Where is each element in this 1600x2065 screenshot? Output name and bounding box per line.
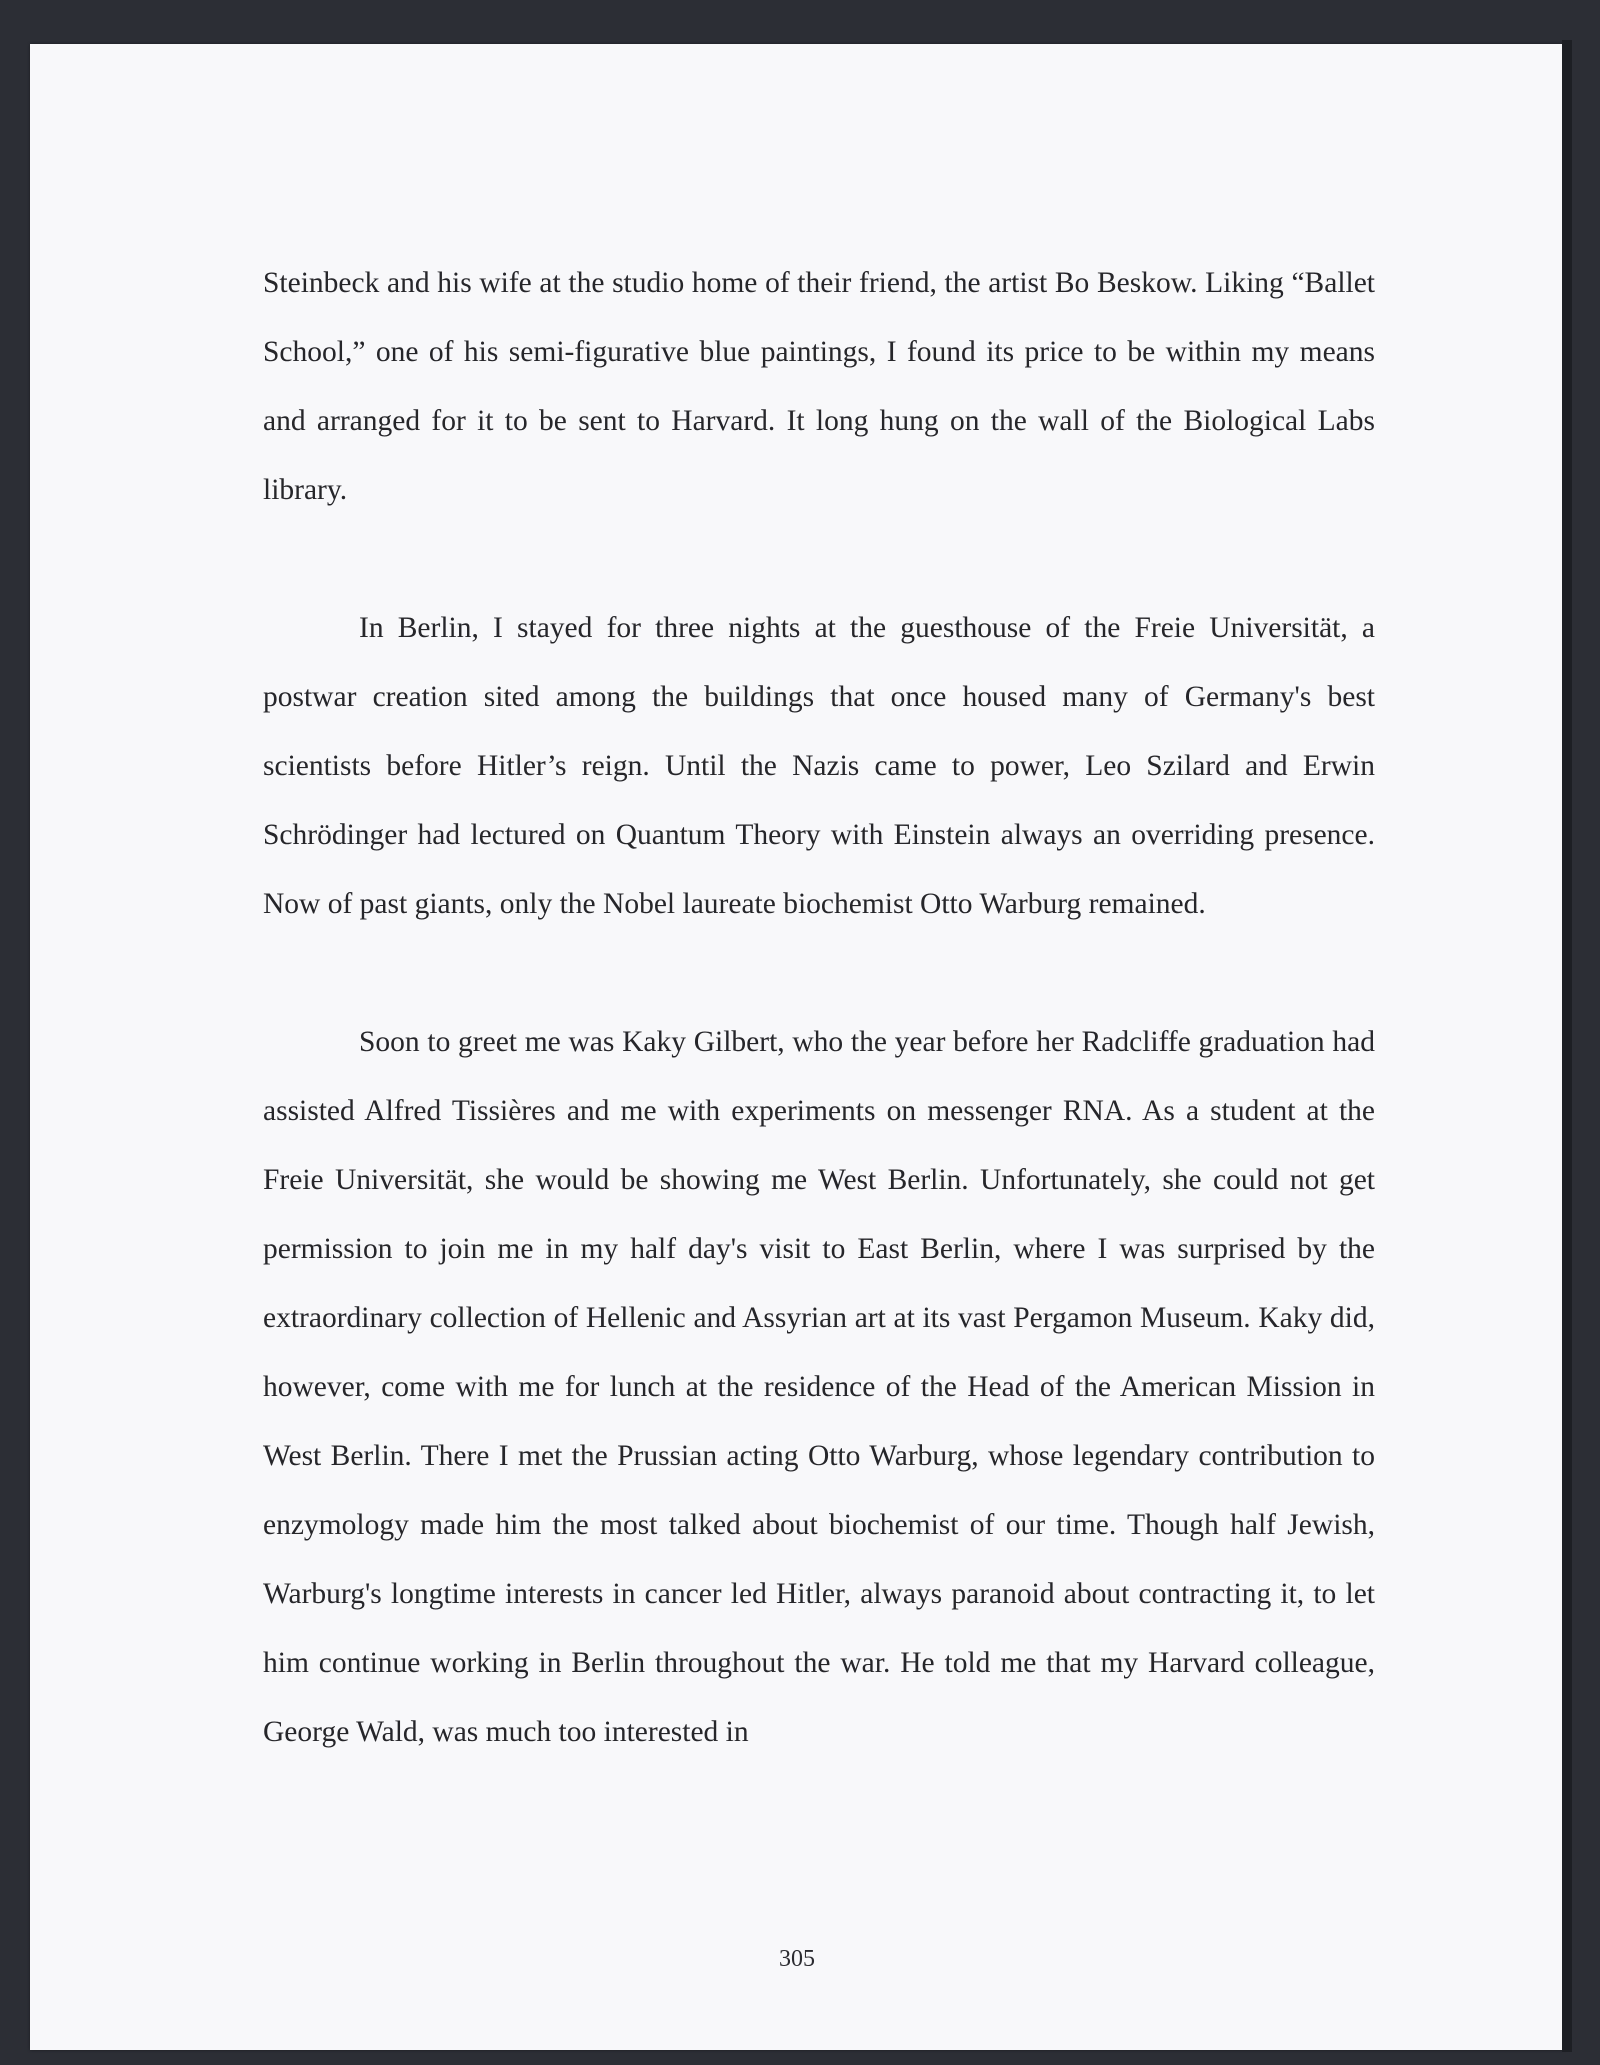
body-text (263, 249, 1375, 1767)
page-number: 305 (779, 1946, 815, 1972)
document-page (30, 44, 1564, 2050)
page-edge-shadow (1562, 40, 1572, 2052)
paragraph-2: In Berlin, I stayed for three nights at the guesthouse of the Freie Universität, a postwar creation sited among the buildings that once housed many of Germany's best scientists before Hitler’s reign. Until the Nazis came to power, Leo Szilard and Erwin Schrödinger had lectured on Quantum Theory with Einstein always an overriding presence. Now of past giants, only the Nobel laureate biochemist Otto Warburg remained. (263, 612, 1375, 920)
paragraph-3: Soon to greet me was Kaky Gilbert, who the year before her Radcliffe graduation had assisted Alfred Tissières and me with experiments on messenger RNA. As a student at the Freie Universität, she would be showing me West Berlin. Unfortunately, she could not get permission to join me in my half day's visit to East Berlin, where I was surprised by the extraordinary collection of Hellenic and Assyrian art at its vast Pergamon Museum. Kaky did, however, come with me for lunch at the residence of the Head of the American Mission in West Berlin. There I met the Prussian acting Otto Warburg, whose legendary contribution to enzymology made him the most talked about biochemist of our time. Though half Jewish, Warburg's longtime interests in cancer led Hitler, always paranoid about contracting it, to let him continue working in Berlin throughout the war. He told me that my Harvard colleague, George Wald, was much too interested in (263, 1026, 1375, 1748)
paragraph-1: Steinbeck and his wife at the studio home of their friend, the artist Bo Beskow. Liking “Ballet School,” one of his semi-figurative blue paintings, I found its price to be within my means and arranged for it to be sent to Harvard. It long hung on the wall of the Biological Labs library. (263, 267, 1375, 506)
